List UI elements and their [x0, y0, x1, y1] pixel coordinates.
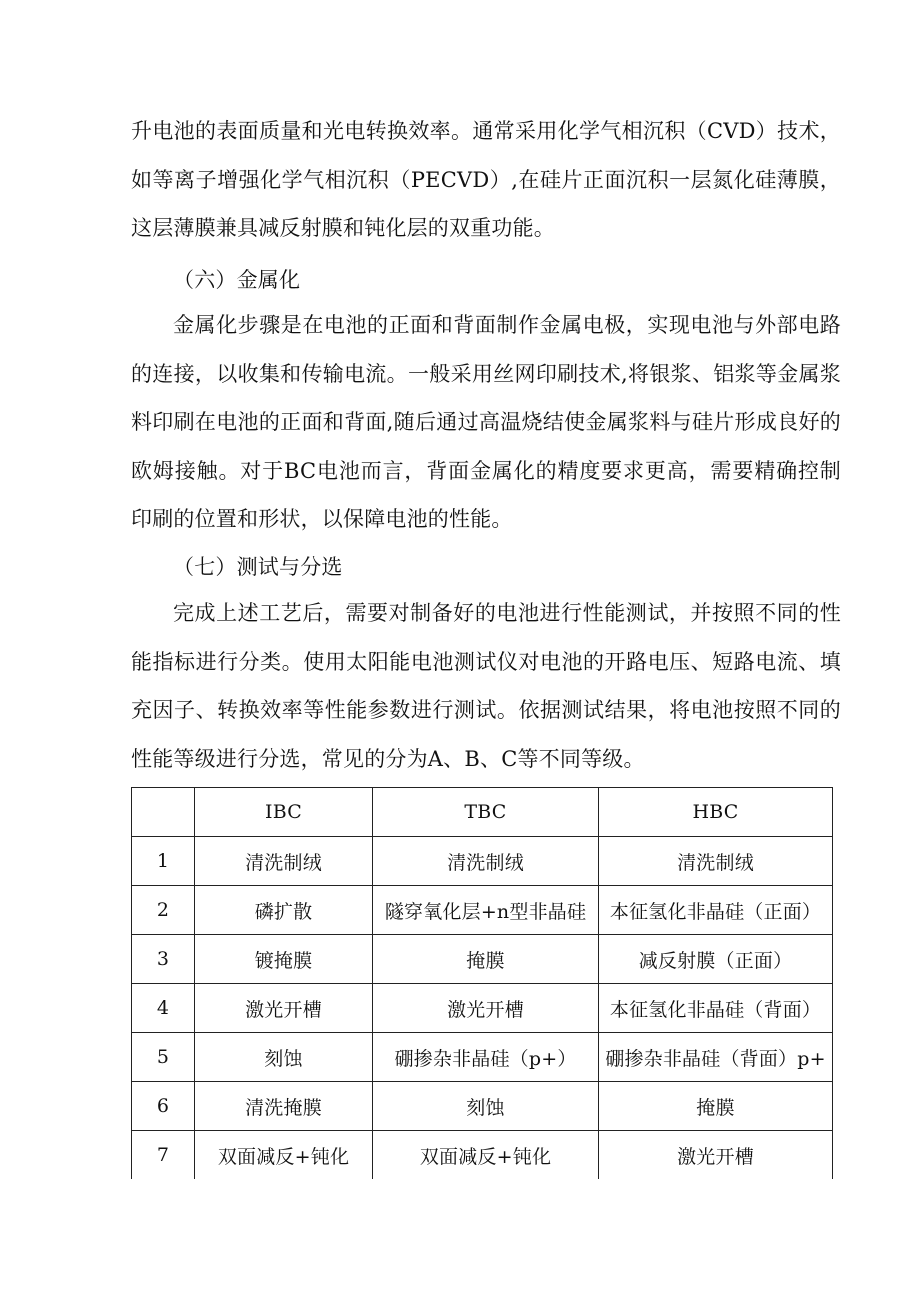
hbc-step-cell: 本征氢化非晶硅（正面） [599, 886, 833, 935]
table-row [132, 837, 833, 886]
table-row [132, 1131, 833, 1180]
paragraph-testing-sorting: 完成上述工艺后，需要对制备好的电池进行性能测试，并按照不同的性能指标进行分类。使用太阳能电池测试仪对电池的开路电压、短路电流、填充因子、转换效率等性能参数进行测试。依据测试结果，将电池按照不同的性能等级进行分选，常见的分为A、B、C等不同等级。 [131, 601, 841, 771]
tbc-step-cell: 隧穿氧化层+n型非晶硅 [373, 886, 599, 935]
ibc-step-cell: 双面减反+钝化 [195, 1131, 373, 1180]
step-number-cell: 4 [132, 984, 195, 1033]
step-number-cell: 7 [132, 1131, 195, 1180]
table-row [132, 935, 833, 984]
process-comparison-table [131, 787, 833, 1179]
tbc-step-cell: 刻蚀 [373, 1082, 599, 1131]
tbc-step-cell: 双面减反+钝化 [373, 1131, 599, 1180]
tbc-step-cell: 清洗制绒 [373, 837, 599, 886]
header-cell-ibc: IBC [195, 788, 373, 837]
step-number-cell: 5 [132, 1033, 195, 1082]
ibc-step-cell: 清洗制绒 [195, 837, 373, 886]
tbc-step-cell: 掩膜 [373, 935, 599, 984]
hbc-step-cell: 本征氢化非晶硅（背面） [599, 984, 833, 1033]
table-row [132, 984, 833, 1033]
step-number-cell: 1 [132, 837, 195, 886]
step-number-cell: 2 [132, 886, 195, 935]
table-header-row [132, 788, 833, 837]
ibc-step-cell: 刻蚀 [195, 1033, 373, 1082]
section-heading-metallization: （六）金属化 [173, 268, 301, 292]
header-cell-hbc: HBC [599, 788, 833, 837]
ibc-step-cell: 激光开槽 [195, 984, 373, 1033]
paragraph-metallization: 金属化步骤是在电池的正面和背面制作金属电极，实现电池与外部电路的连接，以收集和传输电流。一般采用丝网印刷技术,将银浆、铝浆等金属浆料印刷在电池的正面和背面,随后通过高温烧结使金属浆料与硅片形成良好的欧姆接触。对于BC电池而言，背面金属化的精度要求更高，需要精确控制印刷的位置和形状，以保障电池的性能。 [131, 313, 841, 532]
paragraph-passivation-continuation: 升电池的表面质量和光电转换效率。通常采用化学气相沉积（CVD）技术，如等离子增强化学气相沉积（PECVD）,在硅片正面沉积一层氮化硅薄膜，这层薄膜兼具减反射膜和钝化层的双重功能。 [131, 119, 841, 241]
hbc-step-cell: 激光开槽 [599, 1131, 833, 1180]
step-number-cell: 6 [132, 1082, 195, 1131]
ibc-step-cell: 清洗掩膜 [195, 1082, 373, 1131]
hbc-step-cell: 减反射膜（正面） [599, 935, 833, 984]
hbc-step-cell: 掩膜 [599, 1082, 833, 1131]
header-cell-step [132, 788, 195, 837]
table-row [132, 1082, 833, 1131]
tbc-step-cell: 硼掺杂非晶硅（p+） [373, 1033, 599, 1082]
table-row [132, 886, 833, 935]
hbc-step-cell: 硼掺杂非晶硅（背面）p+ [599, 1033, 833, 1082]
ibc-step-cell: 磷扩散 [195, 886, 373, 935]
hbc-step-cell: 清洗制绒 [599, 837, 833, 886]
table-row [132, 1033, 833, 1082]
tbc-step-cell: 激光开槽 [373, 984, 599, 1033]
ibc-step-cell: 镀掩膜 [195, 935, 373, 984]
header-cell-tbc: TBC [373, 788, 599, 837]
section-heading-testing-sorting: （七）测试与分选 [173, 555, 343, 579]
step-number-cell: 3 [132, 935, 195, 984]
